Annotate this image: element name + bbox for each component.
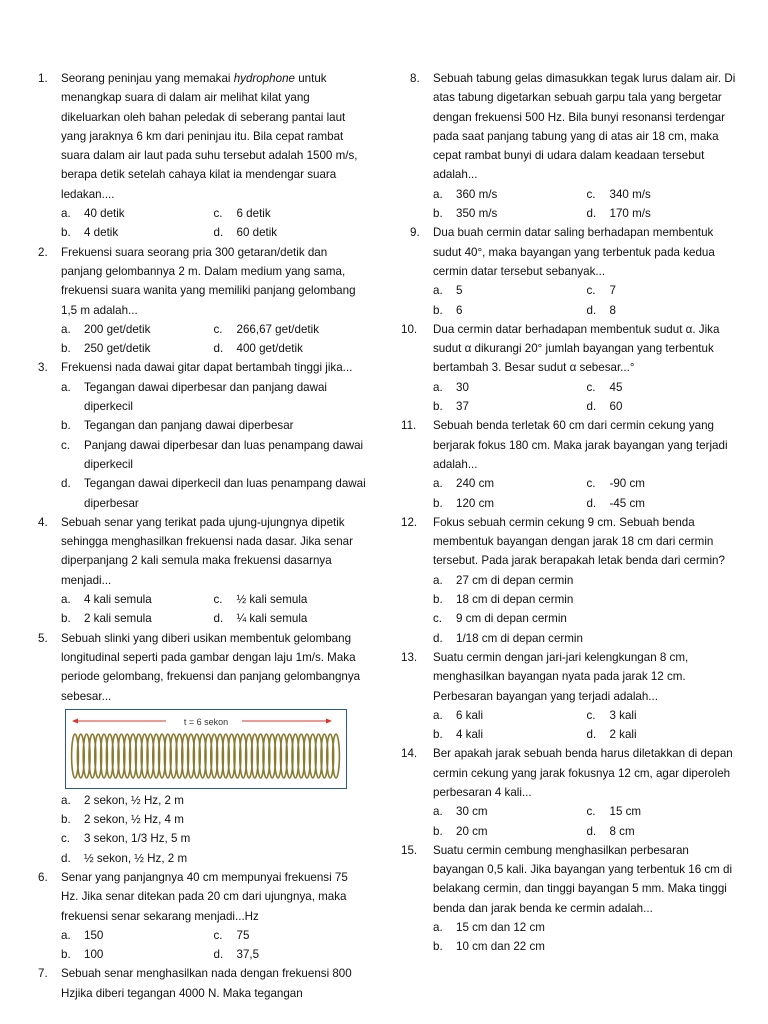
question-text: Dua buah cermin datar saling berhadapan membentuk sudut 40°, maka bayangan yang terbentuk pada kedua cermin datar tersebut sebanyak... <box>433 226 715 278</box>
answer-options <box>433 571 740 648</box>
option-d[interactable]: d. 8 <box>586 303 616 317</box>
option-b[interactable]: b. 10 cm dan 22 cm <box>433 940 545 954</box>
question-number: 8. <box>410 72 420 85</box>
answer-options <box>61 378 366 513</box>
option-b[interactable]: b. 350 m/s <box>433 207 498 221</box>
question-number: 15. <box>401 843 418 857</box>
option-b[interactable]: b. 20 cm <box>433 824 488 838</box>
answer-options <box>61 204 366 243</box>
question-text: Sebuah benda terletak 60 cm dari cermin cekung yang berjarak fokus 180 cm. Maka jarak bayangan yang terjadi adalah... <box>433 419 728 471</box>
option-b[interactable]: b. 100 <box>61 948 104 962</box>
option-d[interactable]: d. 170 m/s <box>586 207 651 221</box>
option-a[interactable]: a. 40 detik <box>61 207 125 221</box>
question-text: Fokus sebuah cermin cekung 9 cm. Sebuah benda membentuk bayangan dengan jarak 18 cm dari cermin tersebut. Pada jarak berapakah letak benda dari cermin? <box>433 515 725 568</box>
option-b[interactable]: b. 120 cm <box>433 496 495 510</box>
question-7 <box>38 964 366 1003</box>
answer-options <box>61 320 366 359</box>
question-text: Suatu cermin dengan jari-jari kelengkungan 8 cm, menghasilkan bayangan nyata pada jarak 12 cm. Perbesaran bayangan yang terjadi adalah... <box>433 650 689 703</box>
option-c[interactable]: c. ½ kali semula <box>213 593 308 607</box>
option-c[interactable]: c. 45 <box>586 380 623 394</box>
question-9 <box>410 223 740 319</box>
option-b[interactable]: b. 18 cm di depan cermin <box>433 593 574 607</box>
option-d[interactable]: d. Tegangan dawai diperkecil dan luas penampang dawai diperbesar <box>61 477 366 510</box>
option-c[interactable]: c. 266,67 get/detik <box>213 322 320 336</box>
question-12 <box>401 513 740 648</box>
option-a[interactable]: a. 4 kali semula <box>61 593 152 607</box>
option-a[interactable]: a. 6 kali <box>433 708 484 722</box>
option-b[interactable]: b. 2 sekon, ½ Hz, 4 m <box>61 813 184 827</box>
question-number: 13. <box>401 650 418 664</box>
question-number: 7. <box>38 967 48 981</box>
option-d[interactable]: d. 1/18 cm di depan cermin <box>433 631 583 645</box>
option-d[interactable]: d. 60 detik <box>213 226 278 240</box>
question-2 <box>38 243 366 359</box>
question-text: Suatu cermin cembung menghasilkan perbesaran bayangan 0,5 kali. Jika bayangan yang terbentuk 16 cm di belakang cermin, dan tinggi bayangan 5 mm. Maka tinggi benda dan jarak benda ke cermin adalah... <box>433 843 733 915</box>
option-c[interactable]: c. 9 cm di depan cermin <box>433 612 567 626</box>
question-text: Sebuah senar yang terikat pada ujung-ujungnya dipetik sehingga menghasilkan frekuensi nada dasar. Jika senar diperpanjang 2 kali semula maka frekuensi dasarnya menjadi... <box>61 515 353 587</box>
option-a[interactable]: a. 200 get/detik <box>61 322 151 336</box>
question-14 <box>401 744 740 840</box>
option-c[interactable]: c. 15 cm <box>586 805 642 819</box>
option-a[interactable]: a. 30 <box>433 380 469 394</box>
slinky-coils <box>72 734 340 778</box>
option-d[interactable]: d. ¼ kali semula <box>213 612 308 626</box>
answer-options <box>433 281 740 320</box>
option-d[interactable]: d. 60 <box>586 400 623 414</box>
answer-options <box>61 590 366 629</box>
figure-time-label: t = 6 sekon <box>183 716 229 727</box>
question-text: Dua cermin datar berhadapan membentuk sudut α. Jika sudut α dikurangi 20° jumlah bayangan yang terbentuk bertambah 3. Besar sudut α sebesar...° <box>433 322 720 375</box>
left-column <box>38 69 366 1003</box>
question-13 <box>401 648 740 744</box>
question-number: 2. <box>38 245 48 259</box>
option-a[interactable]: a. 240 cm <box>433 477 495 491</box>
question-number: 5. <box>38 631 48 645</box>
question-text: Ber apakah jarak sebuah benda harus diletakkan di depan cermin cekung yang jarak fokusnya 12 cm, agar diperoleh perbesaran 4 kali... <box>433 747 733 799</box>
question-3 <box>38 358 366 512</box>
option-a[interactable]: a. 360 m/s <box>433 187 498 201</box>
question-text: Sebuah slinki yang diberi usikan membentuk gelombang longitudinal seperti pada gambar dengan laju 1m/s. Maka periode gelombang, frekuensi dan panjang gelombangnya sebesar... <box>61 631 361 703</box>
answer-options <box>433 802 740 841</box>
question-text: Senar yang panjangnya 40 cm mempunyai frekuensi 75 Hz. Jika senar ditekan pada 20 cm dari ujungnya, maka frekuensi senar sekarang menjadi...Hz <box>61 870 348 923</box>
right-column <box>401 69 740 957</box>
answer-options <box>61 926 366 965</box>
question-number: 12. <box>401 515 418 529</box>
option-c[interactable]: c. 3 sekon, 1/3 Hz, 5 m <box>61 832 191 846</box>
answer-options <box>433 378 740 417</box>
question-number: 11. <box>401 419 417 433</box>
option-b[interactable]: b. Tegangan dan panjang dawai diperbesar <box>61 419 294 433</box>
option-c[interactable]: c. 7 <box>586 284 616 298</box>
option-c[interactable]: c. 75 <box>213 928 250 942</box>
option-a[interactable]: a. Tegangan dawai diperbesar dan panjang dawai diperkecil <box>61 380 328 414</box>
option-a[interactable]: a. 27 cm di depan cermin <box>433 573 574 587</box>
option-c[interactable]: c. -90 cm <box>586 477 645 491</box>
question-5 <box>38 629 366 868</box>
option-c[interactable]: c. 340 m/s <box>586 187 651 201</box>
option-b[interactable]: b. 2 kali semula <box>61 612 152 626</box>
option-b[interactable]: b. 37 <box>433 400 469 414</box>
option-a[interactable]: a. 30 cm <box>433 805 488 819</box>
question-text: Frekuensi suara seorang pria 300 getaran/detik dan panjang gelombannya 2 m. Dalam medium yang sama, frekuensi suara wanita yang memiliki panjang gelombang 1,5 m adalah... <box>61 245 356 317</box>
question-number: 1. <box>38 72 48 85</box>
question-1 <box>38 69 366 243</box>
option-c[interactable]: c. 3 kali <box>586 708 637 722</box>
question-4 <box>38 513 366 629</box>
question-number: 10. <box>401 322 418 336</box>
option-a[interactable]: a. 150 <box>61 928 104 942</box>
option-a[interactable]: a. 2 sekon, ½ Hz, 2 m <box>61 793 184 807</box>
option-a[interactable]: a. 15 cm dan 12 cm <box>433 921 545 935</box>
question-8 <box>410 69 740 223</box>
answer-options <box>433 185 740 224</box>
question-11 <box>401 416 740 512</box>
question-10 <box>401 320 740 416</box>
option-d[interactable]: d. ½ sekon, ½ Hz, 2 m <box>61 851 188 865</box>
question-number: 9. <box>410 226 420 240</box>
option-b[interactable]: b. 4 detik <box>61 226 119 240</box>
option-d[interactable]: d. 8 cm <box>586 824 635 838</box>
option-d[interactable]: d. 400 get/detik <box>213 342 303 356</box>
option-a[interactable]: a. 5 <box>433 284 463 298</box>
question-text: Sebuah tabung gelas dimasukkan tegak lurus dalam air. Di atas tabung digetarkan sebuah garpu tala yang bergetar dengan frekuensi 500 Hz. Bila bunyi resonansi terdengar pada saat panjang tabung yang di atas air 18 cm, maka cepat rambat bunyi di udara dalam keadaan tersebut adalah... <box>433 72 736 182</box>
answer-options <box>433 918 740 957</box>
question-text: Frekuensi nada dawai gitar dapat bertambah tinggi jika... <box>61 361 353 375</box>
option-c[interactable]: c. Panjang dawai diperbesar dan luas penampang dawai diperkecil <box>61 438 364 471</box>
answer-options <box>61 791 366 868</box>
question-15 <box>401 841 740 957</box>
option-d[interactable]: d. -45 cm <box>586 496 645 510</box>
option-c[interactable]: c. 6 detik <box>213 207 271 221</box>
question-number: 3. <box>38 361 48 375</box>
slinky-figure <box>65 709 347 789</box>
option-d[interactable]: d. 37,5 <box>213 948 260 962</box>
option-b[interactable]: b. 4 kali <box>433 728 484 742</box>
option-b[interactable]: b. 6 <box>433 303 463 317</box>
question-text: Seorang peninjau yang memakai hydrophone untuk menangkap suara di dalam air melihat kilat yang dikeluarkan oleh bahan peledak di seberang pantai laut yang jaraknya 6 km dari peninjau itu. Bila cepat rambat suara dalam air laut pada suhu tersebut adalah 1500 m/s, berapa detik setelah cahaya kilat ia mendengar suara ledakan.... <box>61 72 358 201</box>
question-number: 6. <box>38 870 48 884</box>
question-number: 4. <box>38 515 48 529</box>
answer-options <box>433 706 740 745</box>
question-text: Sebuah senar menghasilkan nada dengan frekuensi 800 Hzjika diberi tegangan 4000 N. Maka tegangan <box>61 967 352 1000</box>
option-b[interactable]: b. 250 get/detik <box>61 342 151 356</box>
option-d[interactable]: d. 2 kali <box>586 728 637 742</box>
question-6 <box>38 868 366 964</box>
question-number: 14. <box>401 747 418 761</box>
answer-options <box>433 474 740 513</box>
